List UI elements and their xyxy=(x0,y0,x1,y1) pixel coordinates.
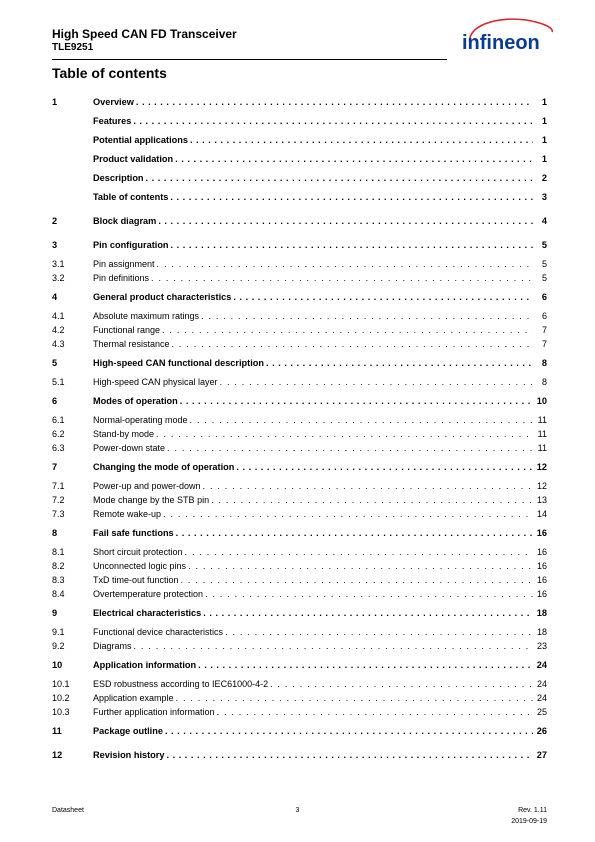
dot-leader xyxy=(180,394,533,408)
toc-entry[interactable] xyxy=(52,606,547,620)
toc-entry-label: Changing the mode of operation xyxy=(93,462,235,472)
toc-entry-number: 7.3 xyxy=(52,509,65,519)
dot-leader xyxy=(190,413,533,427)
infineon-logo xyxy=(456,14,556,60)
toc-entry-label: Functional range xyxy=(93,325,161,335)
toc-entry-label: High-speed CAN functional description xyxy=(93,358,264,368)
toc-entry-page: 16 xyxy=(536,575,547,585)
toc-entry-number: 8.2 xyxy=(52,561,65,571)
toc-entry[interactable] xyxy=(52,573,547,587)
dot-leader xyxy=(175,152,533,166)
toc-entry-label: Overtemperature protection xyxy=(93,589,204,599)
toc-entry-label: Power-down state xyxy=(93,443,166,453)
toc-entry-label: Thermal resistance xyxy=(93,339,170,349)
dot-leader xyxy=(205,587,533,601)
toc-entry-number: 8.4 xyxy=(52,589,65,599)
toc-entry[interactable] xyxy=(52,427,547,441)
toc-entry-label: Table of contents xyxy=(93,192,169,202)
toc-entry[interactable] xyxy=(52,214,547,228)
toc-entry-label: Pin configuration xyxy=(93,240,169,250)
toc-entry-number: 10.3 xyxy=(52,707,70,717)
toc-entry[interactable] xyxy=(52,507,547,521)
toc-entry-number: 9 xyxy=(52,608,58,618)
toc-entry-number: 10 xyxy=(52,660,63,670)
toc-entry-label: Features xyxy=(93,116,132,126)
toc-entry[interactable] xyxy=(52,748,547,762)
dot-leader xyxy=(211,493,533,507)
dot-leader xyxy=(198,658,533,672)
dot-leader xyxy=(266,356,533,370)
toc-entry-page: 24 xyxy=(536,693,547,703)
toc-entry-page: 25 xyxy=(536,707,547,717)
dot-leader xyxy=(188,559,533,573)
toc-entry-label: Package outline xyxy=(93,726,163,736)
product-name: TLE9251 xyxy=(52,42,94,53)
toc-entry[interactable] xyxy=(52,309,547,323)
toc-entry-number: 4 xyxy=(52,292,58,302)
dot-leader xyxy=(163,507,533,521)
toc-entry-page: 11 xyxy=(537,429,547,439)
toc-entry-label: Functional device characteristics xyxy=(93,627,224,637)
dot-leader xyxy=(201,309,533,323)
toc-entry[interactable] xyxy=(52,479,547,493)
toc-entry-page: 8 xyxy=(541,377,547,387)
toc-entry[interactable] xyxy=(52,724,547,738)
toc-entry-label: Modes of operation xyxy=(93,396,178,406)
toc-entry-number: 7.1 xyxy=(52,481,65,491)
toc-entry-number: 6.1 xyxy=(52,415,65,425)
toc-entry-number: 4.2 xyxy=(52,325,65,335)
dot-leader xyxy=(172,337,533,351)
toc-entry[interactable] xyxy=(52,441,547,455)
toc-entry[interactable] xyxy=(52,190,547,204)
toc-entry-label: Fail safe functions xyxy=(93,528,174,538)
toc-entry-label: High-speed CAN physical layer xyxy=(93,377,218,387)
footer-date: 2019-09-19 xyxy=(511,818,547,825)
toc-entry-page: 14 xyxy=(536,509,547,519)
toc-entry-page: 1 xyxy=(541,135,547,145)
toc-entry-page: 13 xyxy=(536,495,547,505)
toc-entry[interactable] xyxy=(52,271,547,285)
toc-entry[interactable] xyxy=(52,171,547,185)
toc-entry-label: Short circuit protection xyxy=(93,547,183,557)
toc-entry-number: 1 xyxy=(52,97,58,107)
document-title: High Speed CAN FD Transceiver xyxy=(52,27,237,41)
toc-entry-number: 10.1 xyxy=(52,679,70,689)
toc-entry-label: Electrical characteristics xyxy=(93,608,202,618)
toc-entry-page: 1 xyxy=(541,97,547,107)
toc-entry-number: 9.2 xyxy=(52,641,65,651)
toc-entry-page: 12 xyxy=(536,481,547,491)
toc-entry[interactable] xyxy=(52,625,547,639)
dot-leader xyxy=(167,441,533,455)
toc-entry[interactable] xyxy=(52,95,547,109)
dot-leader xyxy=(151,271,533,285)
dot-leader xyxy=(171,238,533,252)
toc-entry[interactable] xyxy=(52,356,547,370)
toc-entry-page: 18 xyxy=(536,608,547,618)
toc-entry-label: Normal-operating mode xyxy=(93,415,188,425)
toc-entry[interactable] xyxy=(52,493,547,507)
dot-leader xyxy=(156,427,533,441)
toc-entry[interactable] xyxy=(52,639,547,653)
toc-entry[interactable] xyxy=(52,337,547,351)
toc-entry-page: 27 xyxy=(536,750,547,760)
toc-entry-label: Potential applications xyxy=(93,135,188,145)
toc-entry[interactable] xyxy=(52,413,547,427)
toc-entry-number: 6.2 xyxy=(52,429,65,439)
toc-entry-label: Unconnected logic pins xyxy=(93,561,187,571)
footer-revision: Rev. 1.11 xyxy=(518,807,547,814)
toc-entry[interactable] xyxy=(52,394,547,408)
toc-entry-label: Application information xyxy=(93,660,197,670)
toc-entry-page: 23 xyxy=(536,641,547,651)
toc-entry-number: 9.1 xyxy=(52,627,65,637)
toc-entry-label: Product validation xyxy=(93,154,174,164)
dot-leader xyxy=(134,639,533,653)
toc-entry-number: 3 xyxy=(52,240,58,250)
toc-entry[interactable] xyxy=(52,238,547,252)
dot-leader xyxy=(270,677,533,691)
toc-entry[interactable] xyxy=(52,257,547,271)
toc-entry-label: Revision history xyxy=(93,750,165,760)
toc-entry[interactable] xyxy=(52,587,547,601)
toc-entry[interactable] xyxy=(52,691,547,705)
toc-entry-page: 6 xyxy=(541,311,547,321)
dot-leader xyxy=(157,257,533,271)
toc-entry-page: 5 xyxy=(541,259,547,269)
dot-leader xyxy=(233,290,533,304)
toc-entry-page: 16 xyxy=(536,589,547,599)
toc-entry[interactable] xyxy=(52,152,547,166)
toc-entry-number: 3.2 xyxy=(52,273,65,283)
dot-leader xyxy=(162,323,533,337)
dot-leader xyxy=(136,95,533,109)
toc-entry[interactable] xyxy=(52,658,547,672)
dot-leader xyxy=(158,214,533,228)
toc-entry[interactable] xyxy=(52,290,547,304)
toc-entry-page: 11 xyxy=(537,415,547,425)
footer-doc-type: Datasheet xyxy=(52,807,84,814)
toc-entry-page: 16 xyxy=(536,547,547,557)
dot-leader xyxy=(181,573,533,587)
toc-entry-page: 7 xyxy=(541,325,547,335)
toc-entry-number: 2 xyxy=(52,216,58,226)
dot-leader xyxy=(133,114,533,128)
toc-entry-number: 7.2 xyxy=(52,495,65,505)
dot-leader xyxy=(185,545,533,559)
dot-leader xyxy=(166,748,533,762)
toc-heading: Table of contents xyxy=(52,65,167,81)
toc-entry-number: 5.1 xyxy=(52,377,65,387)
toc-entry-page: 11 xyxy=(537,443,547,453)
toc-entry-label: Application example xyxy=(93,693,174,703)
toc-entry-page: 5 xyxy=(541,240,547,250)
toc-entry-label: Description xyxy=(93,173,144,183)
toc-entry[interactable] xyxy=(52,545,547,559)
toc-entry-page: 12 xyxy=(536,462,547,472)
toc-entry-page: 26 xyxy=(536,726,547,736)
toc-entry-label: Power-up and power-down xyxy=(93,481,201,491)
toc-entry-number: 3.1 xyxy=(52,259,65,269)
toc-entry-label: Pin assignment xyxy=(93,259,155,269)
toc-entry-page: 18 xyxy=(536,627,547,637)
toc-entry-label: ESD robustness according to IEC61000-4-2 xyxy=(93,679,269,689)
toc-entry-number: 4.1 xyxy=(52,311,65,321)
toc-entry-number: 4.3 xyxy=(52,339,65,349)
toc-entry-page: 16 xyxy=(536,561,547,571)
dot-leader xyxy=(217,705,533,719)
toc-entry-page: 5 xyxy=(541,273,547,283)
dot-leader xyxy=(220,375,533,389)
toc-entry-number: 12 xyxy=(52,750,63,760)
toc-entry-label: Mode change by the STB pin xyxy=(93,495,210,505)
toc-entry-label: General product characteristics xyxy=(93,292,232,302)
toc-entry-page: 10 xyxy=(536,396,547,406)
toc-entry-page: 4 xyxy=(541,216,547,226)
footer-page-number: 3 xyxy=(295,807,300,814)
toc-entry-label: Further application information xyxy=(93,707,215,717)
dot-leader xyxy=(190,133,533,147)
dot-leader xyxy=(225,625,533,639)
toc-entry-label: Overview xyxy=(93,97,134,107)
toc-entry-page: 7 xyxy=(541,339,547,349)
dot-leader xyxy=(203,606,533,620)
logo-text: infineon xyxy=(462,32,540,54)
toc-entry[interactable] xyxy=(52,559,547,573)
toc-entry[interactable] xyxy=(52,375,547,389)
toc-entry[interactable] xyxy=(52,114,547,128)
dot-leader xyxy=(236,460,533,474)
toc-entry-label: Block diagram xyxy=(93,216,157,226)
toc-entry[interactable] xyxy=(52,323,547,337)
toc-entry-page: 24 xyxy=(536,660,547,670)
toc-entry-label: TxD time-out function xyxy=(93,575,179,585)
toc-entry-number: 6 xyxy=(52,396,58,406)
toc-entry-page: 16 xyxy=(536,528,547,538)
dot-leader xyxy=(146,171,533,185)
toc-entry-number: 8.3 xyxy=(52,575,65,585)
toc-entry-page: 3 xyxy=(541,192,547,202)
toc-entry[interactable] xyxy=(52,677,547,691)
toc-entry-label: Pin definitions xyxy=(93,273,150,283)
toc-entry-number: 6.3 xyxy=(52,443,65,453)
toc-entry-label: Absolute maximum ratings xyxy=(93,311,200,321)
toc-entry-label: Remote wake-up xyxy=(93,509,162,519)
toc-entry-number: 7 xyxy=(52,462,58,472)
header-divider xyxy=(52,59,447,60)
toc-entry[interactable] xyxy=(52,460,547,474)
toc-entry-label: Diagrams xyxy=(93,641,132,651)
toc-entry-number: 8 xyxy=(52,528,58,538)
toc-entry-page: 24 xyxy=(536,679,547,689)
toc-entry-label: Stand-by mode xyxy=(93,429,155,439)
dot-leader xyxy=(170,190,533,204)
toc-entry-page: 1 xyxy=(541,154,547,164)
toc-entry[interactable] xyxy=(52,705,547,719)
toc-entry-number: 10.2 xyxy=(52,693,70,703)
toc-entry-page: 6 xyxy=(541,292,547,302)
toc-entry-page: 8 xyxy=(541,358,547,368)
dot-leader xyxy=(176,526,533,540)
dot-leader xyxy=(165,724,533,738)
toc-entry[interactable] xyxy=(52,526,547,540)
toc-entry-number: 11 xyxy=(52,726,62,736)
toc-entry-number: 8.1 xyxy=(52,547,65,557)
dot-leader xyxy=(176,691,533,705)
dot-leader xyxy=(203,479,533,493)
toc-entry-number: 5 xyxy=(52,358,58,368)
toc-entry[interactable] xyxy=(52,133,547,147)
toc-entry-page: 2 xyxy=(541,173,547,183)
toc-entry-page: 1 xyxy=(541,116,547,126)
